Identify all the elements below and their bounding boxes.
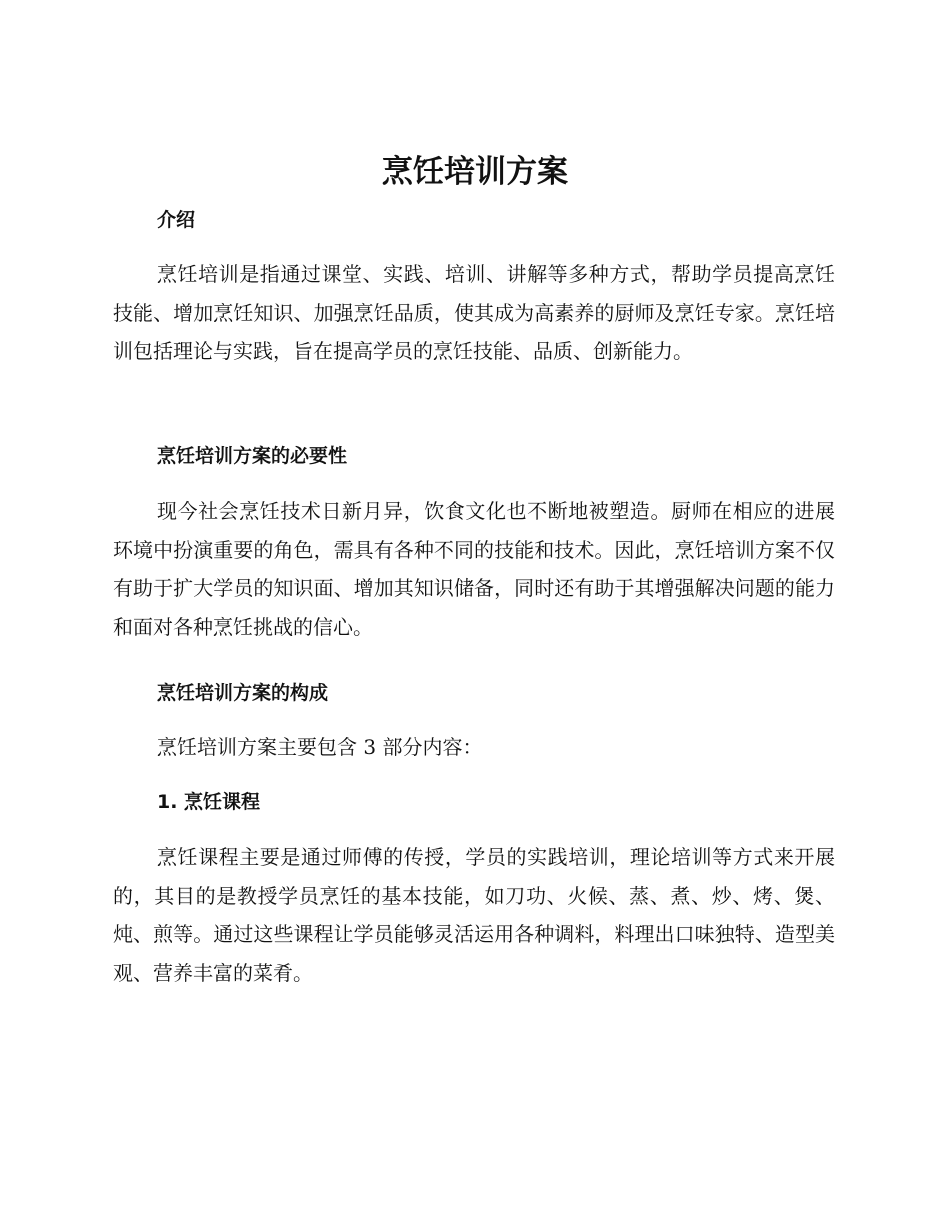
section-heading-introduction: 介绍	[157, 209, 196, 231]
section-paragraph-necessity: 现今社会烹饪技术日新月异，饮食文化也不断地被塑造。厨师在相应的进展环境中扮演重要的角色，需具有各种不同的技能和技术。因此，烹饪培训方案不仅有助于扩大学员的知识面、增加其知识储备，同时还有助于其增强解决问题的能力和面对各种烹饪挑战的信心。	[113, 499, 835, 639]
section-heading-composition: 烹饪培训方案的构成	[157, 682, 329, 704]
document-title: 烹饪培训方案	[382, 154, 568, 190]
section-paragraph-composition: 烹饪培训方案主要包含 3 部分内容：	[157, 735, 483, 759]
section-paragraph-introduction: 烹饪培训是指通过课堂、实践、培训、讲解等多种方式，帮助学员提高烹饪技能、增加烹饪知识、加强烹饪品质，使其成为高素养的厨师及烹饪专家。烹饪培训包括理论与实践，旨在提高学员的烹饪技能、品质、创新能力。	[113, 262, 835, 363]
section-heading-cooking-courses: 1. 烹饪课程	[157, 791, 261, 813]
section-heading-necessity: 烹饪培训方案的必要性	[157, 445, 348, 467]
section-paragraph-cooking-courses: 烹饪课程主要是通过师傅的传授，学员的实践培训，理论培训等方式来开展的，其目的是教授学员烹饪的基本技能，如刀功、火候、蒸、煮、炒、烤、煲、炖、煎等。通过这些课程让学员能够灵活运用各种调料，料理出口味独特、造型美观、营养丰富的菜肴。	[113, 845, 835, 985]
